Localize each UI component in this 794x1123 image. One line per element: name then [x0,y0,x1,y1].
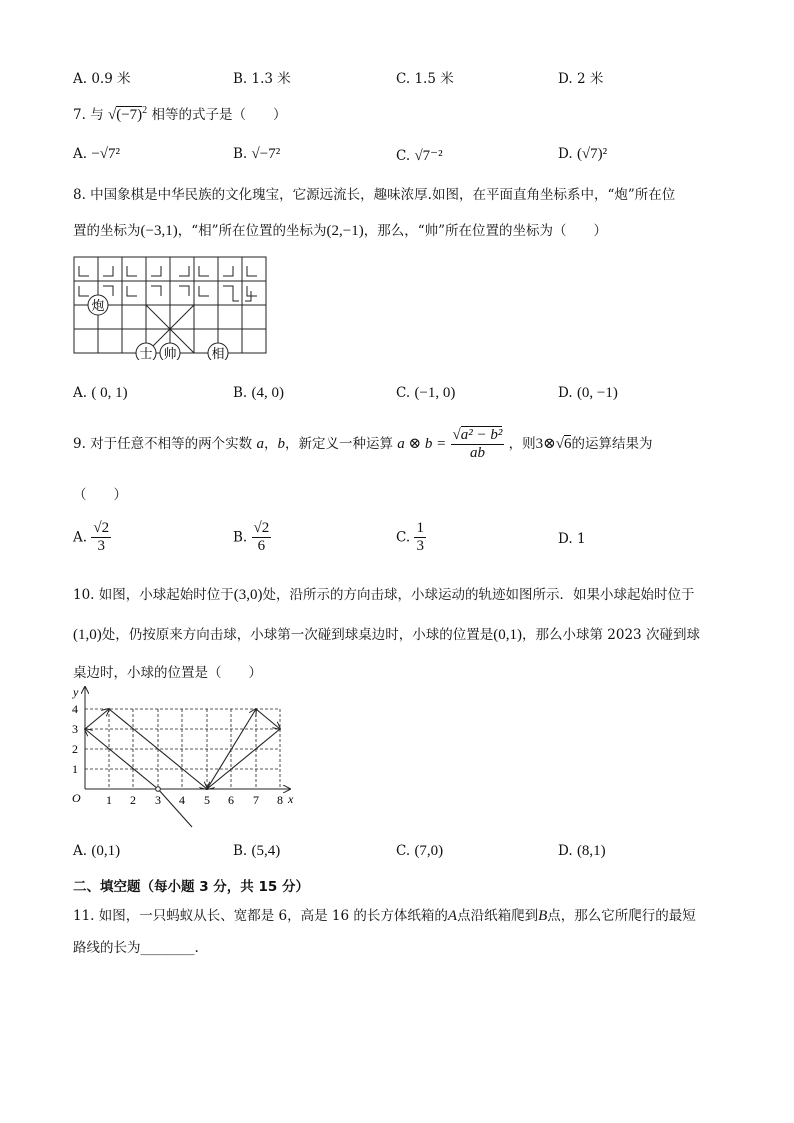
option-letter: D. [558,146,573,162]
var-a: a [256,436,264,452]
x-tick: 7 [253,793,259,807]
q7-option-b [233,146,280,163]
piece-label: 炮 [91,298,105,313]
option-text: (4, 0) [251,385,285,401]
start-point-marker [156,787,161,792]
origin-label: O [72,791,81,805]
q11-stem-line2: 路线的长为________. [73,940,199,956]
stem-text: ，那么，“帅”所在位置的坐标为（ ） [363,223,608,239]
piece-shuai [160,343,180,360]
q7-stem [73,103,286,124]
option-fraction [414,520,426,555]
y-tick-labels [72,702,78,776]
radicand: a² − b² [460,427,503,443]
option-letter: D. [558,843,573,859]
option-letter: A. [73,385,88,401]
q9-option-d [558,531,586,547]
option-letter: C. [396,148,411,164]
first-hit-point: (0,1) [493,627,522,643]
option-text: (0,1) [91,843,121,859]
option-letter: D. [558,531,573,547]
radicand: 6 [563,436,572,452]
q9-stem [73,427,652,462]
stem-text: ， [263,436,278,452]
grid-lines [85,709,280,789]
q8-option-a [73,385,128,402]
position-markers [79,266,257,301]
q7-option-a [73,146,120,163]
option-expr: √7⁻² [414,148,443,164]
option-letter: B. [233,843,248,859]
option-fraction [91,520,111,555]
x-tick: 6 [228,793,234,807]
option-letter: C. [396,71,411,87]
fraction-denominator: ab [469,445,485,461]
piece-label: 帅 [163,346,177,360]
q8-option-b [233,385,284,402]
stem-text: 置的坐标为 [73,223,141,239]
option-text: 1 [576,531,586,547]
stem-text: 与 [90,107,104,123]
q10-option-a [73,843,120,860]
option-text: 0.9 米 [91,71,131,87]
chess-board-figure [70,254,270,360]
fraction-numerator: √a² − b² [452,427,503,443]
option-expr: (√7)² [576,146,608,162]
q7-option-c [396,146,443,165]
x-tick: 3 [155,793,161,807]
start-point: (3,0) [233,587,263,603]
q10-option-c [396,843,443,860]
stem-text: 点沿纸箱爬到 [457,908,539,924]
q6-option-d [558,67,603,87]
option-text: 1.5 米 [414,71,454,87]
option-text: 2 米 [576,71,604,87]
fraction-denominator: 6 [257,538,266,554]
q10-stem-line2 [73,623,700,644]
fraction-denominator: 3 [416,538,424,554]
x-tick: 5 [204,793,210,807]
q10-option-b [233,843,280,860]
option-letter: D. [558,385,573,401]
stem-text: 9. 对于任意不相等的两个实数 [73,436,253,452]
option-letter: B. [233,146,248,162]
coord-xiang: (2,−1) [326,223,364,239]
new-start-point: (1,0) [73,627,102,643]
fraction-denominator: 3 [97,538,105,554]
stem-text: 11. 如图，一只蚂蚁从长、宽都是 6，高是 16 的长方体纸箱的 [73,908,448,924]
section-heading: 二、填空题（每小题 3 分，共 15 分） [73,879,309,895]
option-text: (8,1) [576,843,606,859]
stem-text: ，那么小球第 2023 次碰到球 [522,627,700,643]
q6-option-a [73,67,131,87]
option-text: ( 0, 1) [91,385,128,401]
expression: 3⊗ [535,436,556,452]
piece-label: 士 [139,346,153,360]
option-letter: C. [396,529,411,546]
q8-option-c [396,385,455,402]
var-b: b [277,436,285,452]
q11-stem-line1 [73,904,696,925]
option-text: (0, −1) [576,385,618,401]
stem-text: 10. 如图，小球起始时位于 [73,587,234,603]
stem-text: 的运算结果为 [571,436,653,452]
stem-text: ，则 [508,436,536,452]
stem-text: ，新定义一种运算 [284,436,393,452]
q9-option-a [73,520,111,555]
piece-label: 相 [211,346,225,360]
radicand: (−7) [116,107,143,123]
q9-option-b [233,520,271,555]
y-tick: 2 [72,742,78,756]
q7-option-d [558,146,607,163]
x-tick: 2 [130,793,136,807]
option-expr: √−7² [251,146,281,162]
fraction-numerator: 1 [416,520,424,536]
option-expr: −√7² [91,146,121,162]
ball-trajectory [85,709,280,827]
option-text: 1.3 米 [251,71,291,87]
option-letter: A. [73,146,88,162]
point-b: B [538,908,548,924]
piece-pao [88,295,108,315]
option-text: (−1, 0) [414,385,456,401]
point-a: A [447,908,458,924]
option-text: (7,0) [414,843,444,859]
fraction-numerator: √2 [93,520,110,536]
x-tick: 4 [179,793,185,807]
q10-stem-line1 [73,583,695,604]
stem-text: 处，仍按原来方向击球，小球第一次碰到球桌边时，小球的位置是 [101,627,494,643]
billiard-graph [62,683,302,833]
y-tick: 1 [72,762,78,776]
stem-text: 相等的式子是（ ） [151,107,287,123]
fraction-numerator: √2 [253,520,270,536]
operation-fraction [451,427,505,462]
option-text: (5,4) [251,843,281,859]
y-tick: 3 [72,722,78,736]
piece-xiang [208,343,228,360]
stem-text: 处，沿所示的方向击球，小球运动的轨迹如图所示．如果小球起始时位于 [262,587,695,603]
sqrt-expression: √6 [555,436,572,452]
q8-stem-line1: 8. 中国象棋是中华民族的文化瑰宝，它源远流长，趣味浓厚.如图，在平面直角坐标系中，“炮”所在位 [73,187,676,203]
option-letter: D. [558,71,573,87]
q8-stem-line2 [73,219,607,240]
option-letter: C. [396,385,411,401]
y-tick: 4 [72,702,78,716]
sqrt-expression: $√(-7)^2$ [107,105,148,123]
y-axis-label: y [73,685,79,699]
stem-text: 点，那么它所爬行的最短 [547,908,696,924]
piece-shi [136,343,156,360]
option-letter: A. [73,843,88,859]
option-letter: C. [396,843,411,859]
option-fraction [252,520,272,555]
x-axis-label: x [288,792,294,806]
question-number: 7. [73,107,86,123]
stem-text: ，“相”所在位置的坐标为 [177,223,327,239]
q10-option-d [558,843,606,860]
option-letter: B. [233,385,248,401]
q9-paren: （ ） [73,487,127,503]
x-tick: 8 [277,793,283,807]
coord-pao: (−3,1) [140,223,178,239]
x-tick-labels [106,793,283,807]
q6-option-c [396,67,454,87]
q9-option-c [396,520,426,555]
q10-stem-line3: 桌边时，小球的位置是（ ） [73,665,262,681]
option-letter: B. [233,529,248,546]
option-letter: A. [73,71,88,87]
operation-lhs: a ⊗ b = [397,436,447,452]
q8-option-d [558,385,618,402]
q6-option-b [233,67,291,87]
option-letter: B. [233,71,248,87]
option-letter: A. [73,529,88,546]
x-tick: 1 [106,793,112,807]
